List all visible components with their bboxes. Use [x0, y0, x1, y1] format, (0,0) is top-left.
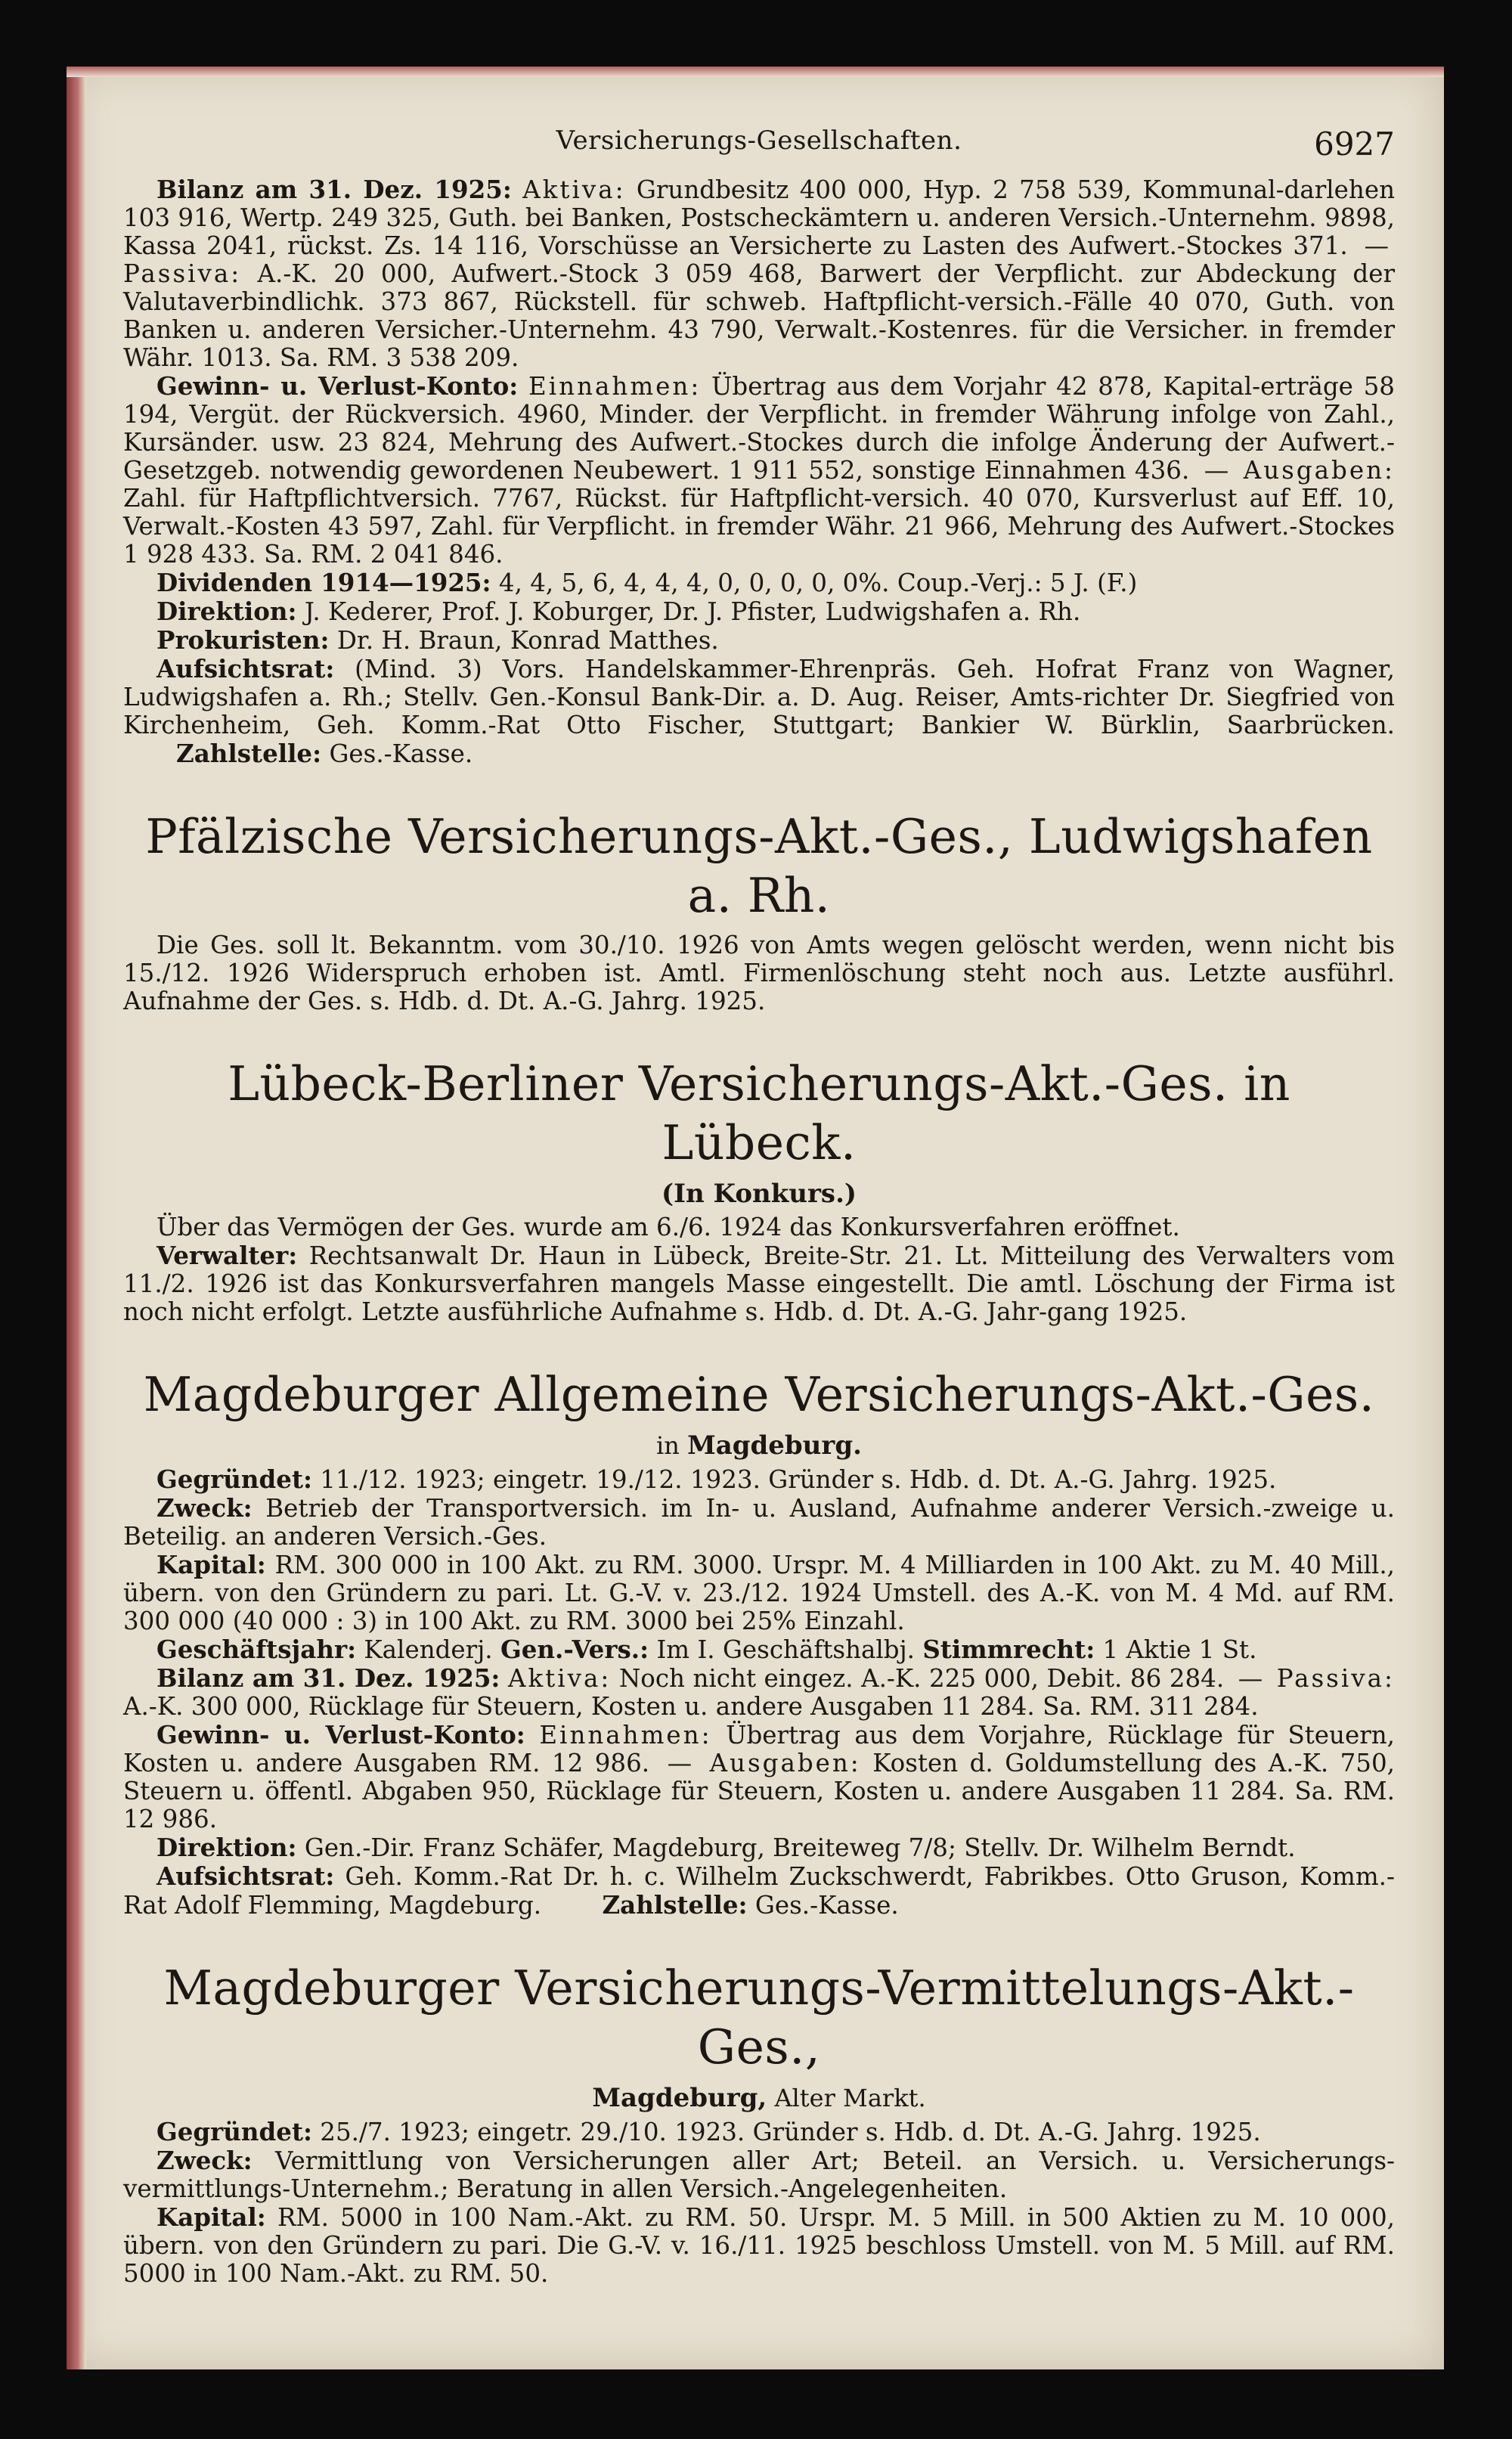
- verwalter-paragraph: [123, 1241, 1395, 1326]
- running-title: Versicherungs-Gesellschaften.: [556, 126, 962, 156]
- passiva-text: A.-K. 20 000, Aufwert.-Stock 3 059 468, Barwert der Verpflicht. zur Abdeckung der Valutaverbindlichk. 373 867, Rückstell. für schweb. Haftpflicht-versich.-Fälle 40 070, Guth. von Banken u. anderen Versicher.-Unternehm. 43 790, Verwalt.-Kostenres. für die Versicher. in fremder Währ. 1013. Sa. RM. 3 538 209.: [123, 259, 1395, 372]
- company-title: Pfälzische Versicherungs-Akt.-Ges., Ludwigshafen a. Rh.: [145, 809, 1373, 923]
- entry-pfaelzische: [123, 807, 1395, 1015]
- dash: —: [1364, 231, 1389, 260]
- konkurs-note: (In Konkurs.): [661, 1179, 857, 1209]
- subtitle-suffix: Alter Markt.: [774, 2084, 926, 2112]
- company-title: Lübeck-Berliner Versicherungs-Akt.-Ges. in Lübeck.: [228, 1056, 1290, 1170]
- ausgaben-label: Ausgaben:: [1243, 456, 1395, 485]
- bilanz-label: Bilanz am 31. Dez. 1925:: [156, 1663, 500, 1693]
- zahlstelle-text: Ges.-Kasse.: [329, 739, 473, 768]
- gegruendet-paragraph: [123, 1465, 1395, 1494]
- aktiva-label: Aktiva:: [507, 1664, 612, 1693]
- dash: —: [1204, 456, 1229, 485]
- geschaeftsjahr-text: Kalenderj.: [364, 1635, 493, 1664]
- aufsichtsrat-text: Geh. Komm.-Rat Dr. h. c. Wilhelm Zuckschwerdt, Fabrikbes. Otto Gruson, Komm.-Rat Adolf Flemming, Magdeburg.: [123, 1862, 1395, 1920]
- zahlstelle-label: Zahlstelle:: [176, 739, 322, 768]
- kapital-text: RM. 5000 in 100 Nam.-Akt. zu RM. 50. Urspr. M. 5 Mill. in 500 Aktien zu M. 10 000, übern. von den Gründern zu pari. Die G.-V. v. 16./11. 1925 beschloss Umstell. von M. 5 Mill. auf RM. 5000 in 100 Nam.-Akt. zu RM. 50.: [123, 2203, 1395, 2288]
- ausgaben-text: Kosten d. Goldumstellung des A.-K. 750, Steuern u. öffentl. Abgaben 950, Rücklage für Steuern, Kosten u. andere Ausgaben 11 284. Sa. RM. 12 986.: [123, 1749, 1395, 1833]
- kapital-label: Kapital:: [156, 2202, 266, 2232]
- direktion-label: Direktion:: [156, 597, 297, 626]
- kapital-paragraph: [123, 2203, 1395, 2288]
- dividenden-label: Dividenden 1914—1925:: [156, 568, 491, 597]
- subtitle-city: Magdeburg.: [687, 1430, 862, 1461]
- gegruendet-text: 11./12. 1923; eingetr. 19./12. 1923. Gründer s. Hdb. d. Dt. A.-G. Jahrg. 1925.: [320, 1465, 1277, 1494]
- entry-text: Die Ges. soll lt. Bekanntm. vom 30./10. 1926 von Amts wegen gelöscht werden, wenn nicht bis 15./12. 1926 Widerspruch erhoben ist. Amtl. Firmenlöschung steht noch aus. Letzte ausführl. Aufnahme der Ges. s. Hdb. d. Dt. A.-G. Jahrg. 1925.: [123, 931, 1395, 1015]
- aufsichtsrat-label: Aufsichtsrat:: [156, 654, 335, 683]
- prokuristen-text: Dr. H. Braun, Konrad Matthes.: [336, 626, 719, 655]
- bilanz-paragraph: [123, 1664, 1395, 1721]
- bilanz-label: Bilanz am 31. Dez. 1925:: [156, 175, 512, 204]
- subtitle-prefix: in: [656, 1431, 680, 1460]
- kapital-label: Kapital:: [156, 1550, 266, 1579]
- geschaeftsjahr-label: Geschäftsjahr:: [156, 1635, 357, 1664]
- aktiva-text: Grundbesitz 400 000, Hyp. 2 758 539, Kommunal-darlehen 103 916, Wertp. 249 325, Guth. bei Banken, Postscheckämtern u. anderen Versich.-Unternehm. 9898, Kassa 2041, rückst. Zs. 14 116, Vorschüsse an Versicherte zu Lasten des Aufwert.-Stockes 371.: [123, 175, 1395, 260]
- kapital-text: RM. 300 000 in 100 Akt. zu RM. 3000. Urspr. M. 4 Milliarden in 100 Akt. zu M. 40 Mill., übern. von den Gründern zu pari. Lt. G.-V. v. 23./12. 1924 Umstell. des A.-K. von M. 4 Md. auf RM. 300 000 (40 000 : 3) in 100 Akt. zu RM. 3000 bei 25% Einzahl.: [123, 1551, 1395, 1635]
- zweck-label: Zweck:: [156, 1493, 253, 1523]
- direktion-paragraph: [123, 597, 1395, 626]
- prokuristen-paragraph: [123, 626, 1395, 655]
- page-edge-top: [67, 67, 1444, 77]
- aufsichtsrat-label: Aufsichtsrat:: [156, 1861, 335, 1891]
- einnahmen-text: Übertrag aus dem Vorjahre, Rücklage für Steuern, Kosten u. andere Ausgaben RM. 12 986.: [123, 1721, 1395, 1777]
- prokuristen-label: Prokuristen:: [156, 625, 330, 655]
- bilanz-paragraph: [123, 175, 1395, 372]
- subtitle-city: Magdeburg,: [592, 2083, 767, 2113]
- einnahmen-label: Einnahmen:: [528, 372, 702, 401]
- gegruendet-label: Gegründet:: [156, 1464, 312, 1494]
- company-title: Magdeburger Allgemeine Versicherungs-Akt.-Ges.: [143, 1367, 1375, 1422]
- aktiva-label: Aktiva:: [522, 175, 626, 204]
- guv-label: Gewinn- u. Verlust-Konto:: [156, 1720, 525, 1749]
- passiva-text: A.-K. 300 000, Rücklage für Steuern, Kosten u. andere Ausgaben 11 284. Sa. RM. 311 284.: [123, 1692, 1259, 1721]
- dash: —: [1238, 1664, 1263, 1693]
- verwalter-label: Verwalter:: [156, 1241, 298, 1270]
- company-subtitle: [123, 1430, 1395, 1461]
- ausgaben-text: Zahl. für Haftpflichtversich. 7767, Rückst. für Haftpflicht-versich. 40 070, Kursverlust auf Eff. 10, Verwalt.-Kosten 43 597, Zahl. für Verpflicht. in fremder Währ. 21 966, Mehrung des Aufwert.-Stockes 1 928 433. Sa. RM. 2 041 846.: [123, 484, 1395, 569]
- zahlstelle-label: Zahlstelle:: [602, 1890, 748, 1920]
- page-number: 6927: [1314, 126, 1395, 163]
- dividenden-text: 4, 4, 5, 6, 4, 4, 4, 0, 0, 0, 0, 0%. Coup.-Verj.: 5 J. (F.): [498, 569, 1138, 597]
- guv-paragraph: [123, 372, 1395, 569]
- company-subtitle: [123, 1179, 1395, 1209]
- dash: —: [667, 1749, 692, 1777]
- continued-entry: [123, 175, 1395, 768]
- aufsichtsrat-paragraph: [123, 655, 1395, 768]
- entry-luebeck-berliner: [123, 1055, 1395, 1326]
- passiva-label: Passiva:: [123, 259, 242, 288]
- zweck-paragraph: [123, 2146, 1395, 2203]
- verwalter-text: Rechtsanwalt Dr. Haun in Lübeck, Breite-Str. 21. Lt. Mitteilung des Verwalters vom 11./2. 1926 ist das Konkursverfahren mangels Masse eingestellt. Die amtl. Löschung der Firma ist noch nicht erfolgt. Letzte ausführliche Aufnahme s. Hdb. d. Dt. A.-G. Jahr-gang 1925.: [123, 1241, 1395, 1326]
- zweck-paragraph: [123, 1494, 1395, 1551]
- guv-label: Gewinn- u. Verlust-Konto:: [156, 371, 519, 401]
- gegruendet-text: 25./7. 1923; eingetr. 29./10. 1923. Gründer s. Hdb. d. Dt. A.-G. Jahrg. 1925.: [320, 2118, 1261, 2146]
- zahlstelle-text: Ges.-Kasse.: [754, 1891, 899, 1920]
- aktiva-text: Noch nicht eingez. A.-K. 225 000, Debit. 86 284.: [618, 1664, 1225, 1693]
- zweck-label: Zweck:: [156, 2146, 253, 2175]
- stimmrecht-text: 1 Aktie 1 St.: [1102, 1635, 1257, 1664]
- page-edge-left: [67, 67, 86, 2369]
- direktion-text: Gen.-Dir. Franz Schäfer, Magdeburg, Breiteweg 7/8; Stellv. Dr. Wilhelm Berndt.: [304, 1833, 1296, 1862]
- guv-paragraph: [123, 1721, 1395, 1833]
- einnahmen-label: Einnahmen:: [539, 1721, 712, 1749]
- entry-text: Über das Vermögen der Ges. wurde am 6./6. 1924 das Konkursverfahren eröffnet.: [156, 1213, 1180, 1241]
- genvers-label: Gen.-Vers.:: [500, 1635, 649, 1664]
- direktion-paragraph: [123, 1833, 1395, 1862]
- aufsichtsrat-text: (Mind. 3) Vors. Handelskammer-Ehrenpräs. Geh. Hofrat Franz von Wagner, Ludwigshafen a. Rh.; Stellv. Gen.-Konsul Bank-Dir. a. D. Aug. Reiser, Amts-richter Dr. Siegfried von Kirchenheim, Geh. Komm.-Rat Otto Fischer, Stuttgart; Bankier W. Bürklin, Saarbrücken.: [123, 655, 1395, 739]
- aufsichtsrat-paragraph: [123, 1862, 1395, 1920]
- company-title: Magdeburger Versicherungs-Vermittelungs-Akt.-Ges.,: [163, 1960, 1355, 2075]
- dividenden-paragraph: [123, 569, 1395, 597]
- passiva-label: Passiva:: [1276, 1664, 1395, 1693]
- zweck-text: Betrieb der Transportversich. im In- u. Ausland, Aufnahme anderer Versich.-zweige u. Beteilig. an anderen Versich.-Ges.: [123, 1494, 1395, 1551]
- kapital-paragraph: [123, 1551, 1395, 1635]
- entry-magdeburger-allgemeine: [123, 1365, 1395, 1920]
- page-content: [123, 115, 1395, 2288]
- genvers-text: Im I. Geschäftshalbj.: [656, 1635, 916, 1664]
- company-subtitle: [123, 2083, 1395, 2113]
- stimmrecht-label: Stimmrecht:: [922, 1635, 1095, 1664]
- book-page: [67, 67, 1444, 2369]
- gegruendet-paragraph: [123, 2118, 1395, 2146]
- direktion-text: J. Kederer, Prof. J. Koburger, Dr. J. Pfister, Ludwigshafen a. Rh.: [304, 597, 1081, 626]
- einnahmen-text: Übertrag aus dem Vorjahr 42 878, Kapital-erträge 58 194, Vergüt. der Rückversich. 4960, Minder. der Verpflicht. in fremder Währung infolge von Zahl., Kursänder. usw. 23 824, Mehrung des Aufwert.-Stockes durch die infolge Änderung der Aufwert.-Gesetzgeb. notwendig gewordenen Neubewert. 1 911 552, sonstige Einnahmen 436.: [123, 372, 1395, 485]
- ausgaben-label: Ausgaben:: [709, 1749, 861, 1777]
- geschaeftsjahr-paragraph: [123, 1635, 1395, 1664]
- direktion-label: Direktion:: [156, 1833, 297, 1862]
- page-header: [123, 115, 1395, 175]
- gegruendet-label: Gegründet:: [156, 2117, 312, 2146]
- entry-magdeburger-vermittelungs: [123, 1959, 1395, 2288]
- zweck-text: Vermittlung von Versicherungen aller Art; Beteil. an Versich. u. Versicherungs-vermittlungs-Unternehm.; Beratung in allen Versich.-Angelegenheiten.: [123, 2146, 1395, 2203]
